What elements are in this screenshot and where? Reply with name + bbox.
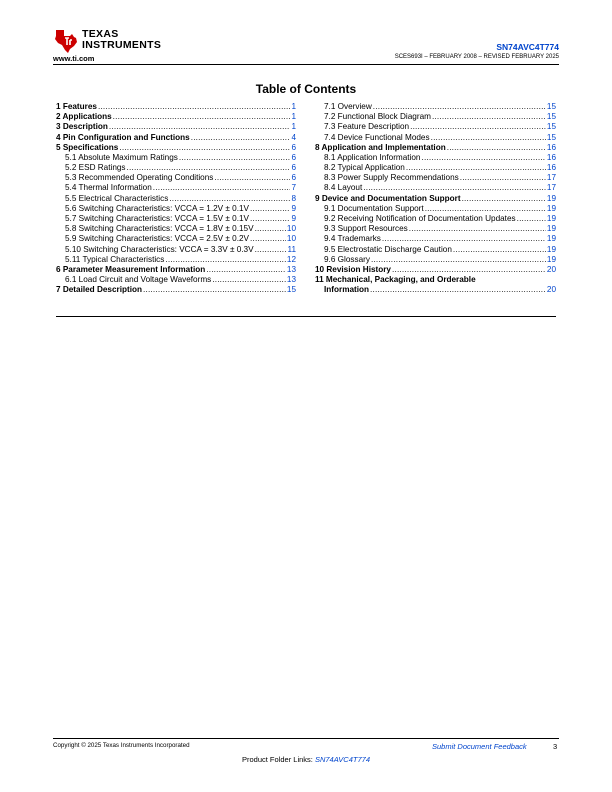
toc-leader-dots bbox=[382, 234, 546, 244]
toc-leader-dots bbox=[432, 112, 546, 122]
toc-entry-page-link[interactable]: 19 bbox=[546, 224, 556, 234]
toc-leader-dots bbox=[363, 183, 546, 193]
toc-entry-label: 5.5 Electrical Characteristics bbox=[65, 193, 169, 203]
toc-entry-page-link[interactable]: 6 bbox=[291, 163, 296, 173]
page-title: Table of Contents bbox=[255, 82, 357, 96]
toc-entry-label: 8.3 Power Supply Recommendations bbox=[324, 173, 459, 183]
toc-entry[interactable] bbox=[315, 153, 556, 163]
toc-entry-label: 5.8 Switching Characteristics: VCCA = 1.8V ± 0.15V bbox=[65, 224, 254, 234]
toc-leader-dots bbox=[370, 285, 546, 295]
toc-entry[interactable] bbox=[315, 224, 556, 234]
footer-divider bbox=[53, 738, 559, 739]
toc-leader-dots bbox=[406, 163, 546, 173]
toc-entry[interactable] bbox=[315, 285, 556, 295]
copyright-text: Copyright © 2025 Texas Instruments Incorporated bbox=[53, 742, 190, 749]
toc-entry[interactable] bbox=[315, 204, 556, 214]
toc-entry-page-link[interactable]: 15 bbox=[286, 285, 296, 295]
toc-entry[interactable] bbox=[315, 255, 556, 265]
toc-entry-page-link[interactable]: 16 bbox=[546, 142, 556, 152]
toc-entry[interactable] bbox=[56, 122, 296, 132]
toc-entry-page-link[interactable]: 10 bbox=[286, 234, 296, 244]
toc-entry-page-link[interactable]: 6 bbox=[291, 142, 296, 152]
toc-entry-page-link[interactable]: 15 bbox=[546, 122, 556, 132]
toc-leader-dots bbox=[153, 183, 291, 193]
toc-entry-page-link[interactable]: 15 bbox=[546, 112, 556, 122]
toc-entry-page-link[interactable]: 19 bbox=[546, 244, 556, 254]
brand-line-1: TEXAS bbox=[82, 28, 119, 40]
toc-leader-dots bbox=[109, 122, 291, 132]
toc-entry[interactable] bbox=[56, 234, 296, 244]
toc-entry[interactable] bbox=[56, 112, 296, 122]
toc-entry-page-link[interactable]: 1 bbox=[291, 122, 296, 132]
toc-entry-label: 5.10 Switching Characteristics: VCCA = 3.3V ± 0.3V bbox=[65, 244, 254, 254]
toc-entry-label: 8.4 Layout bbox=[324, 183, 363, 193]
toc-entry-page-link[interactable]: 8 bbox=[291, 193, 296, 203]
toc-leader-dots bbox=[392, 265, 546, 275]
toc-entry-label: 5.2 ESD Ratings bbox=[65, 163, 126, 173]
toc-entry-page-link[interactable]: 6 bbox=[291, 152, 296, 162]
toc-entry-page-link[interactable]: 19 bbox=[546, 214, 556, 224]
toc-leader-dots bbox=[255, 245, 287, 255]
toc-entry-label: 5 Specifications bbox=[56, 142, 119, 152]
toc-entry-page-link[interactable]: 1 bbox=[291, 101, 296, 111]
toc-entry-label: 6 Parameter Measurement Information bbox=[56, 264, 206, 274]
toc-entry-label: 3 Description bbox=[56, 122, 108, 132]
toc-entry-label: 6.1 Load Circuit and Voltage Waveforms bbox=[65, 275, 212, 285]
toc-entry-page-link[interactable]: 9 bbox=[291, 214, 296, 224]
toc-right-column bbox=[315, 102, 556, 296]
toc-entry-label: 5.11 Typical Characteristics bbox=[65, 254, 165, 264]
product-folder-links bbox=[0, 755, 612, 764]
toc-entry-label: 4 Pin Configuration and Functions bbox=[56, 132, 190, 142]
toc-entry-label: 8 Application and Implementation bbox=[315, 142, 446, 152]
toc-leader-dots bbox=[460, 173, 546, 183]
toc-leader-dots bbox=[98, 102, 290, 112]
toc-entry[interactable] bbox=[56, 133, 296, 143]
ti-logo[interactable] bbox=[53, 28, 162, 54]
folder-links-label: Product Folder Links: bbox=[242, 755, 315, 764]
toc-leader-dots bbox=[250, 204, 290, 214]
toc-entry[interactable] bbox=[56, 214, 296, 224]
toc-leader-dots bbox=[462, 194, 546, 204]
toc-divider bbox=[56, 316, 556, 317]
toc-entry-page-link[interactable]: 13 bbox=[286, 275, 296, 285]
toc-entry[interactable] bbox=[56, 204, 296, 214]
toc-entry-label: 9.2 Receiving Notification of Documentation Updates bbox=[324, 214, 516, 224]
toc-entry-label: Information bbox=[324, 285, 370, 295]
document-id: SCES693I – FEBRUARY 2008 – REVISED FEBRUARY 2025 bbox=[394, 54, 559, 60]
toc-entry[interactable] bbox=[56, 275, 296, 285]
toc-leader-dots bbox=[206, 265, 286, 275]
toc-leader-dots bbox=[425, 204, 546, 214]
toc-entry[interactable] bbox=[315, 245, 556, 255]
toc-entry[interactable] bbox=[56, 245, 296, 255]
toc-entry-page-link[interactable]: 7 bbox=[291, 183, 296, 193]
toc-entry-label: 9 Device and Documentation Support bbox=[315, 193, 461, 203]
toc-entry-label: 10 Revision History bbox=[315, 264, 391, 274]
page-number: 3 bbox=[553, 742, 558, 751]
toc-leader-dots bbox=[127, 163, 291, 173]
toc-entry-label: 7.3 Feature Description bbox=[324, 122, 410, 132]
toc-leader-dots bbox=[431, 133, 546, 143]
toc-entry[interactable] bbox=[56, 265, 296, 275]
toc-entry[interactable] bbox=[315, 173, 556, 183]
header-divider bbox=[53, 64, 559, 65]
toc-entry-page-link[interactable]: 9 bbox=[291, 203, 296, 213]
submit-feedback-link[interactable]: Submit Document Feedback bbox=[432, 742, 527, 751]
toc-entry[interactable] bbox=[315, 194, 556, 204]
toc-entry-label: 5.6 Switching Characteristics: VCCA = 1.2V ± 0.1V bbox=[65, 203, 250, 213]
website-link[interactable]: www.ti.com bbox=[53, 54, 95, 63]
toc-leader-dots bbox=[371, 255, 546, 265]
toc-leader-dots bbox=[179, 153, 291, 163]
toc-entry-page-link[interactable]: 11 bbox=[287, 244, 296, 254]
toc-leader-dots bbox=[447, 143, 546, 153]
toc-entry[interactable] bbox=[56, 163, 296, 173]
toc-leader-dots bbox=[165, 255, 286, 265]
toc-entry-page-link[interactable]: 17 bbox=[546, 173, 556, 183]
toc-entry[interactable] bbox=[56, 153, 296, 163]
toc-entry-label: 9.5 Electrostatic Discharge Caution bbox=[324, 244, 452, 254]
toc-entry[interactable] bbox=[315, 133, 556, 143]
toc-entry-page-link[interactable]: 20 bbox=[546, 264, 556, 274]
toc-entry-page-link[interactable]: 19 bbox=[546, 254, 556, 264]
toc-entry[interactable] bbox=[315, 102, 556, 112]
toc-entry[interactable] bbox=[56, 224, 296, 234]
toc-entry-label: 9.3 Support Resources bbox=[324, 224, 408, 234]
toc-leader-dots bbox=[143, 285, 286, 295]
toc-entry-page-link[interactable]: 10 bbox=[286, 224, 296, 234]
toc-entry-label: 8.1 Application Information bbox=[324, 152, 421, 162]
toc-entry-label: 5.4 Thermal Information bbox=[65, 183, 152, 193]
toc-entry[interactable] bbox=[315, 122, 556, 132]
toc-leader-dots bbox=[517, 214, 546, 224]
toc-entry-label: 9.4 Trademarks bbox=[324, 234, 381, 244]
toc-leader-dots bbox=[410, 122, 546, 132]
toc-entry[interactable] bbox=[315, 265, 556, 275]
toc-entry-page-link[interactable]: 6 bbox=[291, 173, 296, 183]
toc-entry[interactable] bbox=[315, 163, 556, 173]
toc-entry-page-link[interactable]: 1 bbox=[291, 112, 296, 122]
toc-entry-label: 5.9 Switching Characteristics: VCCA = 2.5V ± 0.2V bbox=[65, 234, 250, 244]
toc-entry-label: 8.2 Typical Application bbox=[324, 163, 405, 173]
toc-entry-page-link[interactable]: 4 bbox=[291, 132, 296, 142]
toc-entry-page-link[interactable]: 20 bbox=[546, 285, 556, 295]
toc-entry[interactable] bbox=[315, 275, 556, 285]
toc-entry[interactable] bbox=[56, 285, 296, 295]
toc-entry-label: 7.4 Device Functional Modes bbox=[324, 132, 430, 142]
toc-entry-label: 5.1 Absolute Maximum Ratings bbox=[65, 152, 178, 162]
toc-entry-label: 9.6 Glossary bbox=[324, 254, 370, 264]
toc-entry-label: 11 Mechanical, Packaging, and Orderable bbox=[315, 275, 476, 285]
product-folder-link[interactable]: SN74AVC4T774 bbox=[314, 755, 370, 764]
toc-leader-dots bbox=[422, 153, 546, 163]
toc-leader-dots bbox=[373, 102, 546, 112]
toc-entry-page-link[interactable]: 15 bbox=[546, 132, 556, 142]
toc-entry[interactable] bbox=[315, 112, 556, 122]
toc-leader-dots bbox=[214, 173, 290, 183]
toc-entry[interactable] bbox=[56, 255, 296, 265]
toc-leader-dots bbox=[409, 224, 546, 234]
toc-entry[interactable] bbox=[56, 194, 296, 204]
toc-entry-label: 5.3 Recommended Operating Conditions bbox=[65, 173, 214, 183]
toc-entry-page-link[interactable]: 13 bbox=[286, 264, 296, 274]
texas-state-icon bbox=[53, 28, 79, 54]
toc-leader-dots bbox=[453, 245, 546, 255]
toc-entry[interactable] bbox=[56, 102, 296, 112]
toc-entry-label: 5.7 Switching Characteristics: VCCA = 1.5V ± 0.1V bbox=[65, 214, 250, 224]
toc-leader-dots bbox=[255, 224, 286, 234]
toc-entry-label: 7.1 Overview bbox=[324, 101, 372, 111]
toc-entry[interactable] bbox=[315, 143, 556, 153]
toc-leader-dots bbox=[191, 133, 291, 143]
toc-entry-page-link[interactable]: 19 bbox=[546, 203, 556, 213]
part-number-link[interactable]: SN74AVC4T774 bbox=[496, 42, 559, 52]
toc-leader-dots bbox=[250, 214, 290, 224]
toc-entry[interactable] bbox=[56, 184, 296, 194]
toc-entry-page-link[interactable]: 15 bbox=[546, 101, 556, 111]
toc-leader-dots bbox=[212, 275, 286, 285]
toc-entry-page-link[interactable]: 16 bbox=[546, 163, 556, 173]
toc-entry[interactable] bbox=[315, 214, 556, 224]
toc-entry[interactable] bbox=[315, 234, 556, 244]
toc-entry-label: 7.2 Functional Block Diagram bbox=[324, 112, 431, 122]
toc-leader-dots bbox=[113, 112, 291, 122]
toc-leader-dots bbox=[169, 194, 290, 204]
toc-entry-label: 1 Features bbox=[56, 101, 97, 111]
toc-leader-dots bbox=[119, 143, 290, 153]
toc-entry-label: 7 Detailed Description bbox=[56, 285, 142, 295]
toc-entry-page-link[interactable]: 12 bbox=[286, 254, 296, 264]
toc-entry[interactable] bbox=[56, 143, 296, 153]
toc-leader-dots bbox=[250, 234, 286, 244]
toc-left-column bbox=[56, 102, 296, 296]
toc-entry-page-link[interactable]: 17 bbox=[546, 183, 556, 193]
toc-entry[interactable] bbox=[315, 184, 556, 194]
toc-entry-label: 9.1 Documentation Support bbox=[324, 203, 424, 213]
toc-entry-page-link[interactable]: 16 bbox=[546, 152, 556, 162]
brand-line-2: INSTRUMENTS bbox=[82, 39, 162, 51]
toc-entry[interactable] bbox=[56, 173, 296, 183]
toc-entry-page-link[interactable]: 19 bbox=[546, 234, 556, 244]
toc-entry-label: 2 Applications bbox=[56, 112, 112, 122]
toc-entry-page-link[interactable]: 19 bbox=[546, 193, 556, 203]
